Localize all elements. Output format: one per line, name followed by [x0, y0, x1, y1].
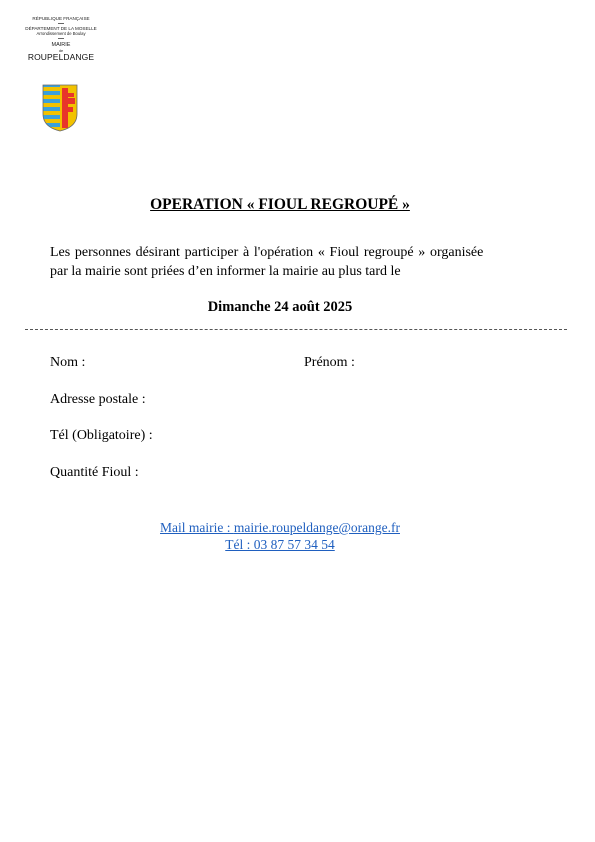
deadline-date: Dimanche 24 août 2025 — [207, 299, 353, 315]
prenom-field-label: Prénom : — [304, 355, 355, 370]
phone-link[interactable]: Tél : 03 87 57 34 54 — [225, 537, 335, 552]
mail-prefix-link[interactable]: Mail mairie : — [160, 520, 234, 535]
adresse-field-label: Adresse postale : — [50, 392, 146, 407]
de-label: de — [58, 48, 64, 53]
arrondissement-label: Arrondissement de Boulay — [36, 30, 86, 36]
intro-line-2: par la mairie sont priées d’en informer la mairie au plus tard le — [50, 264, 401, 279]
mail-address-link[interactable]: mairie.roupeldange@orange.fr — [233, 520, 400, 535]
dashed-separator — [25, 329, 567, 330]
quantite-field-label: Quantité Fioul : — [50, 465, 139, 480]
department-label: DÉPARTEMENT DE LA MOSELLE — [25, 26, 97, 32]
letterhead-rule — [58, 38, 64, 39]
mail-row — [0, 519, 560, 536]
phone-row — [0, 536, 560, 553]
nom-field-label: Nom : — [50, 355, 86, 370]
republic-label: RÉPUBLIQUE FRANÇAISE — [32, 16, 90, 21]
telephone-field-label: Tél (Obligatoire) : — [50, 428, 153, 443]
mairie-label: MAIRIE — [51, 42, 71, 49]
page-title: OPERATION « FIOUL REGROUPÉ » — [150, 196, 410, 213]
intro-paragraph — [50, 243, 545, 281]
town-name: ROUPELDANGE — [27, 52, 95, 63]
coat-of-arms-icon — [42, 84, 78, 132]
intro-line-1: Les personnes désirant participer à l'opération « Fioul regroupé » organisée — [50, 245, 484, 260]
contact-block — [0, 519, 560, 553]
letterhead-rule — [58, 23, 64, 24]
letterhead — [20, 16, 102, 63]
